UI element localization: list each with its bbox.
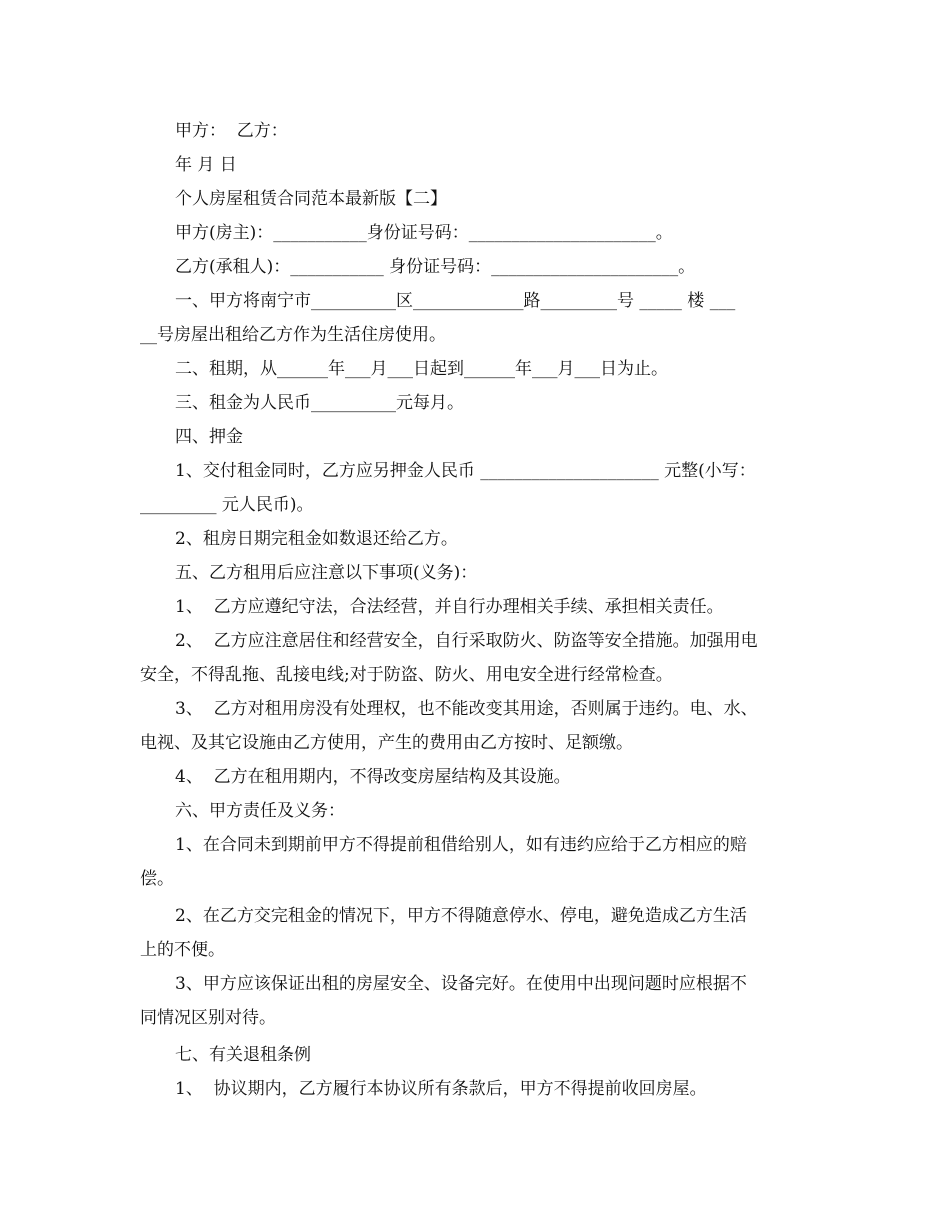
clause-6-item-2-line-1: 2、在乙方交完租金的情况下，甲方不得随意停水、停电，避免造成乙方生活	[175, 906, 747, 926]
clause-6-item-2-line-2: 上的不便。	[140, 940, 225, 960]
tenant-line: 乙方(承租人)：___________ 身份证号码：______________________。	[175, 257, 696, 277]
clause-1-line-1: 一、甲方将南宁市__________区_____________路_________号 _____ 楼 ___	[175, 291, 736, 311]
clause-6-item-3-line-1: 3、甲方应该保证出租的房屋安全、设备完好。在使用中出现问题时应根据不	[175, 974, 747, 994]
parties-signature-line: 甲方： 乙方：	[175, 121, 288, 141]
clause-3-line: 三、租金为人民币__________元每月。	[175, 393, 464, 413]
clause-5-item-1: 1、 乙方应遵纪守法，合法经营，并自行办理相关手续、承担相关责任。	[175, 597, 724, 617]
clause-6-heading: 六、甲方责任及义务：	[175, 801, 345, 821]
clause-6-item-1-line-1: 1、在合同未到期前甲方不得提前租借给别人，如有违约应给于乙方相应的赔	[175, 835, 747, 855]
clause-7-item-1: 1、 协议期内，乙方履行本协议所有条款后，甲方不得提前收回房屋。	[175, 1079, 707, 1099]
landlord-line: 甲方(房主)：___________身份证号码：______________________。	[175, 223, 673, 243]
clause-2-line: 二、租期，从______年___月___日起到______年___月___日为止。	[175, 359, 668, 379]
clause-4-heading: 四、押金	[175, 427, 243, 447]
clause-4-item-1-line-2: _________ 元人民币)。	[140, 495, 314, 515]
date-line: 年 月 日	[175, 155, 237, 175]
clause-5-item-3-line-2: 电视、及其它设施由乙方使用，产生的费用由乙方按时、足额缴。	[140, 733, 633, 753]
clause-5-item-2-line-1: 2、 乙方应注意居住和经营安全，自行采取防火、防盗等安全措施。加强用电	[175, 631, 758, 651]
clause-7-heading: 七、有关退租条例	[175, 1045, 311, 1065]
clause-5-item-2-line-2: 安全，不得乱拖、乱接电线;对于防盗、防火、用电安全进行经常检查。	[140, 665, 673, 685]
clause-5-item-4: 4、 乙方在租用期内，不得改变房屋结构及其设施。	[175, 767, 571, 787]
clause-1-line-2: __号房屋出租给乙方作为生活住房使用。	[140, 325, 446, 345]
clause-6-item-1-line-2: 偿。	[140, 869, 174, 889]
section-title: 个人房屋租赁合同范本最新版【二】	[175, 189, 447, 209]
clause-4-item-2: 2、租房日期完租金如数退还给乙方。	[175, 529, 458, 549]
clause-5-heading: 五、乙方租用后应注意以下事项(义务)：	[175, 563, 478, 583]
clause-6-item-3-line-2: 同情况区别对待。	[140, 1008, 276, 1028]
clause-4-item-1-line-1: 1、交付租金同时，乙方应另押金人民币 _____________________ 元整(小写：	[175, 461, 756, 481]
clause-5-item-3-line-1: 3、 乙方对租用房没有处理权，也不能改变其用途，否则属于违约。电、水、	[175, 699, 758, 719]
